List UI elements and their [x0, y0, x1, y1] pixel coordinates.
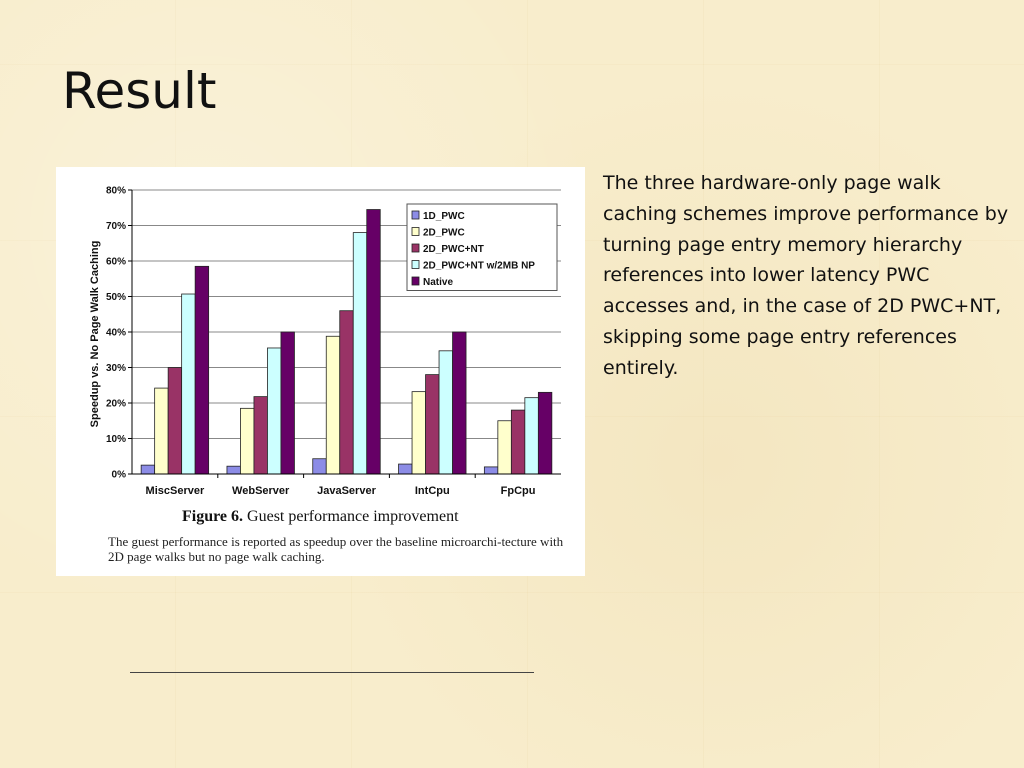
bar-2D_PWC+NT w/2MB NP-IntCpu: [439, 351, 453, 474]
figure-card: [56, 167, 585, 576]
y-tick-label: 0%: [111, 469, 126, 481]
bar-2D_PWC+NT w/2MB NP-FpCpu: [525, 398, 539, 474]
bar-2D_PWC+NT w/2MB NP-MiscServer: [182, 294, 196, 474]
y-tick-label: 40%: [105, 327, 126, 339]
figure-label: Figure 6.: [182, 508, 244, 525]
legend-swatch: [412, 277, 419, 285]
slide-title: Result: [62, 62, 217, 120]
caption-divider: [130, 672, 534, 673]
y-tick-label: 70%: [105, 221, 126, 232]
legend-swatch: [412, 244, 419, 252]
x-category-label: IntCpu: [414, 485, 450, 497]
bar-Native-JavaServer: [367, 210, 381, 474]
bar-2D_PWC-MiscServer: [155, 388, 169, 474]
bar-2D_PWC-JavaServer: [326, 336, 340, 474]
legend-label: 1D_PWC: [423, 211, 465, 222]
y-tick-label: 50%: [105, 292, 126, 303]
figure-caption-title: [182, 508, 582, 526]
chart-legend: [407, 204, 557, 291]
bar-Native-WebServer: [281, 332, 295, 474]
y-tick-label: 80%: [105, 185, 126, 197]
y-tick-label: 60%: [105, 256, 126, 268]
legend-label: 2D_PWC+NT w/2MB NP: [423, 260, 535, 272]
y-axis-label: Speedup vs. No Page Walk Caching: [89, 240, 101, 428]
x-category-label: FpCpu: [500, 485, 536, 497]
bar-2D_PWC+NT-MiscServer: [168, 368, 182, 475]
legend-swatch: [412, 228, 419, 236]
bar-2D_PWC-WebServer: [240, 408, 254, 474]
bar-1D_PWC-JavaServer: [313, 459, 327, 474]
bar-1D_PWC-WebServer: [227, 466, 241, 474]
bar-2D_PWC+NT w/2MB NP-WebServer: [267, 348, 281, 474]
bar-2D_PWC-IntCpu: [412, 392, 426, 474]
bar-2D_PWC+NT-WebServer: [254, 397, 268, 474]
y-tick-label: 20%: [105, 398, 126, 410]
speedup-bar-chart: [56, 167, 585, 507]
x-category-label: MiscServer: [145, 485, 205, 497]
bar-Native-FpCpu: [538, 392, 552, 474]
slide-body-text: The three hardware-only page walk caching schemes improve performance by turning page entry memory hierarchy references into lower latency PWC accesses and, in the case of 2D PWC+NT, skipping some page entry references entirely.: [603, 172, 1009, 379]
bar-2D_PWC-FpCpu: [498, 421, 512, 474]
figure-title: Guest performance improvement: [247, 508, 459, 525]
y-tick-label: 30%: [105, 363, 126, 374]
bar-2D_PWC+NT-FpCpu: [511, 410, 524, 474]
bar-2D_PWC+NT-IntCpu: [426, 375, 440, 474]
bar-1D_PWC-IntCpu: [399, 464, 413, 474]
bar-1D_PWC-MiscServer: [141, 465, 155, 474]
bar-2D_PWC+NT-JavaServer: [340, 311, 354, 474]
legend-label: Native: [423, 277, 454, 288]
bar-Native-MiscServer: [195, 266, 209, 474]
bar-1D_PWC-FpCpu: [484, 467, 498, 474]
x-category-label: JavaServer: [317, 485, 376, 497]
legend-label: 2D_PWC+NT: [423, 244, 484, 255]
legend-swatch: [412, 261, 419, 269]
figure-caption-text: The guest performance is reported as speedup over the baseline microarchi-tecture with 2D page walks but no page walk caching.: [108, 534, 564, 564]
y-tick-label: 10%: [105, 434, 126, 445]
bar-2D_PWC+NT w/2MB NP-JavaServer: [353, 233, 367, 474]
x-category-label: WebServer: [232, 485, 290, 497]
bar-Native-IntCpu: [453, 332, 467, 474]
legend-swatch: [412, 211, 419, 219]
legend-label: 2D_PWC: [423, 227, 465, 239]
